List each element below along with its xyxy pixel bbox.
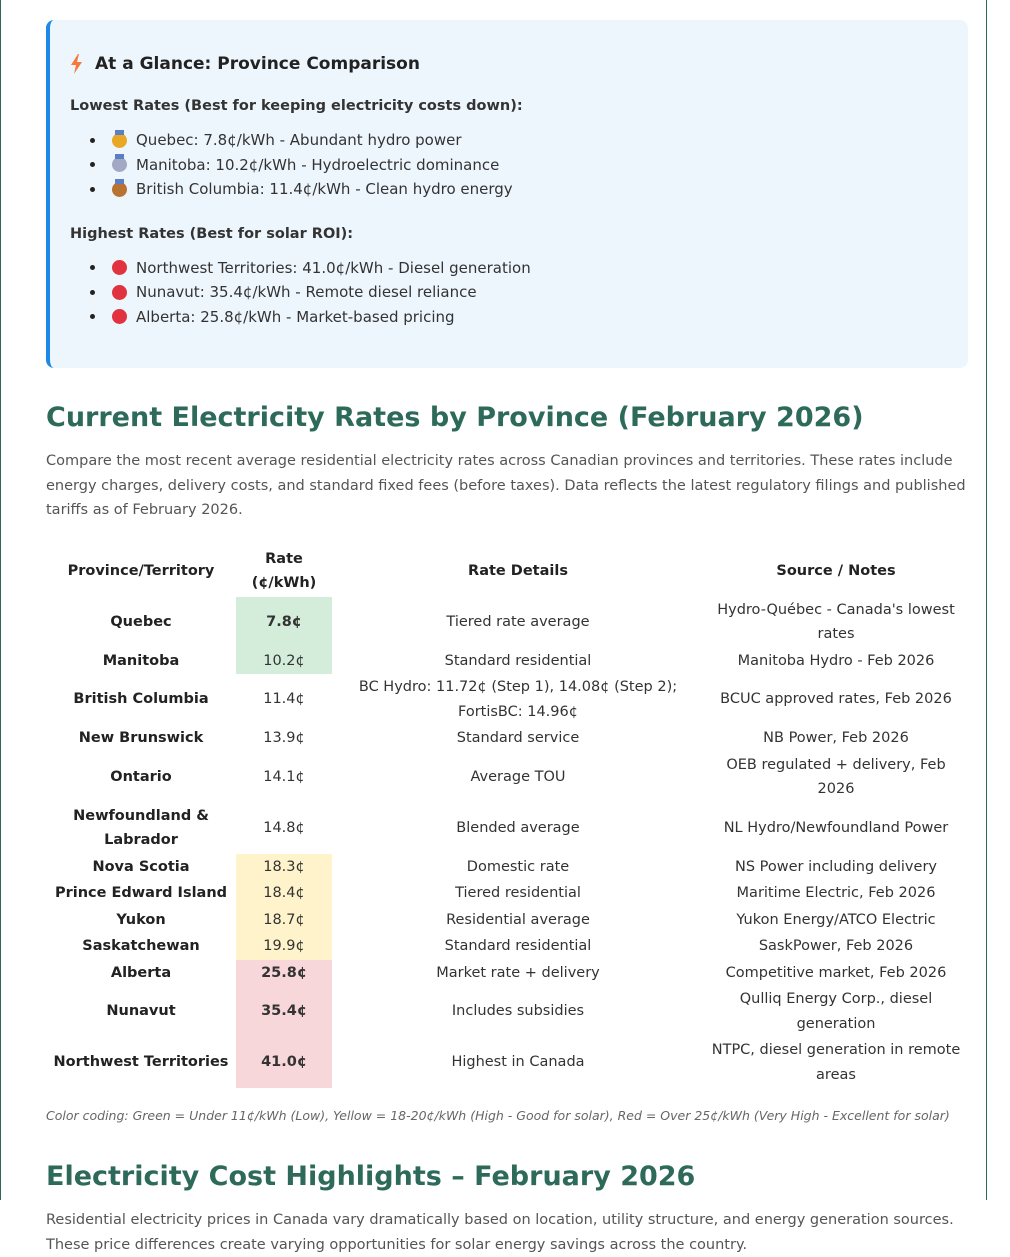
table-row [46, 674, 968, 725]
source-cell: NL Hydro/Newfoundland Power [723, 819, 949, 836]
glance-title-text: At a Glance: Province Comparison [95, 54, 420, 74]
rate-cell: 14.8¢ [263, 819, 305, 836]
list-item [90, 256, 948, 281]
province-cell: Northwest Territories [53, 1054, 229, 1071]
table-row [46, 1037, 968, 1088]
rate-cell: 7.8¢ [236, 597, 332, 648]
list-item-text: Alberta: 25.8¢/kWh - Market-based pricing [136, 307, 455, 326]
table-row [46, 986, 968, 1037]
source-cell: NTPC, diesel generation in remote areas [711, 1042, 961, 1083]
highlights-title: Electricity Cost Highlights – February 2026 [46, 1161, 696, 1192]
gold-medal-icon [112, 133, 127, 148]
source-cell: Competitive market, Feb 2026 [725, 964, 947, 981]
header-province: Province/Territory [67, 562, 215, 579]
province-cell: British Columbia [73, 691, 209, 708]
list-item [90, 305, 948, 330]
rates-table [46, 545, 968, 1089]
color-coding-note: Color coding: Green = Under 11¢/kWh (Low), Yellow = 18-20¢/kWh (High - Good for solar), Red = Over 25¢/kWh (Very High - Excellent for solar) [46, 1108, 950, 1123]
details-cell: Includes subsidies [451, 1003, 585, 1020]
details-cell: Standard residential [444, 938, 592, 954]
highest-rates-list [70, 256, 948, 330]
list-item-text: Quebec: 7.8¢/kWh - Abundant hydro power [136, 131, 462, 149]
province-cell: Yukon [116, 911, 166, 928]
article-content [46, 20, 968, 1257]
table-row [46, 854, 968, 881]
rate-cell: 41.0¢ [236, 1037, 332, 1088]
red-circle-icon [112, 285, 127, 300]
rates-section-intro: Compare the most recent average residential electricity rates across Canadian provinces and territories. These rates include energy charges, delivery costs, and standard fixed fees (before taxes). Data reflects the latest regulatory filings and published tariffs as of February 2026. [46, 453, 966, 518]
list-item [90, 153, 948, 178]
table-row [46, 933, 968, 960]
province-cell: Quebec [110, 613, 172, 630]
source-cell: Manitoba Hydro - Feb 2026 [737, 652, 935, 669]
list-item [90, 280, 948, 305]
rate-cell: 18.7¢ [236, 907, 332, 934]
bronze-medal-icon [112, 182, 127, 197]
source-cell: NB Power, Feb 2026 [763, 730, 909, 746]
glance-title [70, 54, 948, 74]
highest-rates-heading: Highest Rates (Best for solar ROI): [70, 225, 354, 242]
bullet [90, 290, 95, 295]
province-cell: Newfoundland & Labrador [73, 807, 209, 848]
table-row [46, 880, 968, 907]
details-cell: Market rate + delivery [436, 964, 600, 981]
list-item-text: Northwest Territories: 41.0¢/kWh - Diesel generation [136, 258, 531, 277]
rate-cell: 25.8¢ [236, 960, 332, 987]
header-details: Rate Details [468, 562, 568, 579]
rates-section-title: Current Electricity Rates by Province (February 2026) [46, 402, 864, 433]
source-cell: Maritime Electric, Feb 2026 [736, 885, 936, 901]
details-cell: Standard service [456, 730, 580, 746]
highlights-intro: Residential electricity prices in Canada vary dramatically based on location, utility structure, and energy generation sources. These price differences create varying opportunities for solar energy savings across the country. [46, 1212, 954, 1253]
table-row [46, 648, 968, 675]
list-item [90, 177, 948, 202]
source-cell: BCUC approved rates, Feb 2026 [720, 691, 952, 708]
source-cell: SaskPower, Feb 2026 [758, 938, 914, 954]
source-cell: OEB regulated + delivery, Feb 2026 [726, 756, 946, 797]
source-cell: Yukon Energy/ATCO Electric [736, 911, 936, 928]
province-cell: Ontario [110, 768, 172, 785]
rate-cell: 35.4¢ [236, 986, 332, 1037]
province-cell: New Brunswick [78, 730, 204, 746]
province-cell: Nunavut [106, 1003, 176, 1020]
table-row [46, 597, 968, 648]
rate-cell: 10.2¢ [236, 648, 332, 675]
table-row [46, 907, 968, 934]
bullet [90, 138, 95, 143]
rate-cell: 18.3¢ [236, 854, 332, 881]
table-row [46, 752, 968, 803]
bullet [90, 314, 95, 319]
rate-cell: 13.9¢ [263, 730, 305, 746]
list-item [90, 128, 948, 153]
red-circle-icon [112, 309, 127, 324]
rate-cell: 11.4¢ [263, 691, 305, 708]
table-header-row [46, 545, 968, 597]
details-cell: Residential average [446, 911, 590, 928]
details-cell: Highest in Canada [451, 1054, 585, 1071]
rate-cell: 19.9¢ [236, 933, 332, 960]
source-cell: NS Power including delivery [735, 858, 937, 875]
details-cell: Standard residential [444, 652, 592, 669]
source-cell: Hydro-Québec - Canada's lowest rates [717, 601, 955, 642]
province-cell: Prince Edward Island [54, 885, 228, 901]
province-cell: Manitoba [102, 652, 180, 669]
bullet [90, 265, 95, 270]
details-cell: BC Hydro: 11.72¢ (Step 1), 14.08¢ (Step 2); FortisBC: 14.96¢ [358, 679, 678, 720]
rate-cell: 14.1¢ [263, 768, 305, 785]
province-cell: Saskatchewan [82, 938, 200, 954]
table-row [46, 960, 968, 987]
details-cell: Tiered residential [455, 885, 581, 901]
list-item-text: Manitoba: 10.2¢/kWh - Hydroelectric dominance [136, 155, 500, 174]
list-item-text: British Columbia: 11.4¢/kWh - Clean hydro energy [136, 180, 513, 198]
lowest-rates-heading: Lowest Rates (Best for keeping electricity costs down): [70, 98, 523, 114]
details-cell: Domestic rate [466, 858, 570, 875]
bullet [90, 187, 95, 192]
table-row [46, 725, 968, 752]
details-cell: Tiered rate average [446, 613, 590, 630]
at-a-glance-box [46, 20, 968, 368]
lowest-rates-list [70, 128, 948, 202]
header-source: Source / Notes [776, 562, 896, 579]
bullet [90, 162, 95, 167]
red-circle-icon [112, 260, 127, 275]
source-cell: Qulliq Energy Corp., diesel generation [739, 991, 933, 1032]
rate-cell: 18.4¢ [236, 880, 332, 907]
details-cell: Blended average [456, 819, 580, 836]
table-row [46, 803, 968, 854]
details-cell: Average TOU [470, 768, 566, 785]
province-cell: Nova Scotia [92, 858, 190, 875]
silver-medal-icon [112, 157, 127, 172]
province-cell: Alberta [110, 964, 172, 981]
header-rate: Rate (¢/kWh) [251, 550, 317, 591]
list-item-text: Nunavut: 35.4¢/kWh - Remote diesel reliance [136, 283, 477, 301]
lightning-icon [70, 54, 83, 74]
